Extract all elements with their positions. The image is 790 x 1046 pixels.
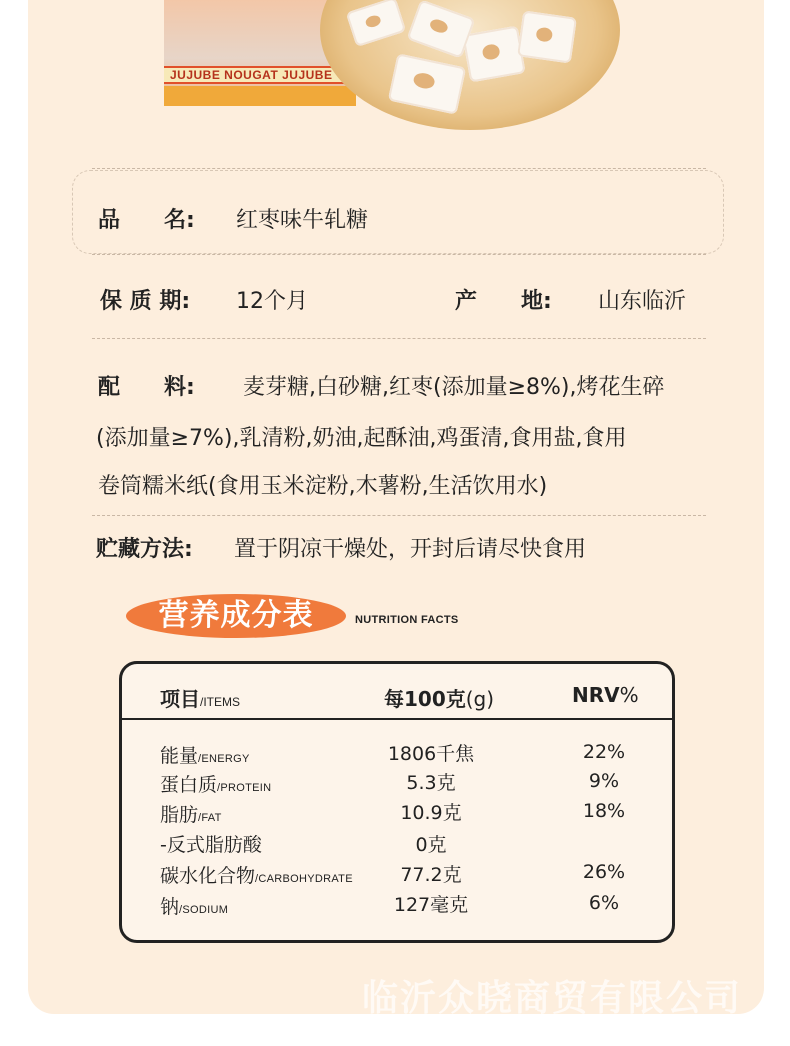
ingredients-label: 配 料:: [98, 375, 195, 400]
row-name-en: /CARBOHYDRATE: [255, 873, 353, 885]
row-value: 0克: [415, 834, 447, 856]
row-value: 5.3克: [406, 772, 456, 794]
row-value: 10.9克: [400, 802, 462, 824]
header-nrv-text: NRV: [572, 683, 620, 707]
row-name-en: /FAT: [198, 812, 222, 824]
table-row: [160, 892, 228, 919]
row-value: 77.2克: [400, 864, 462, 886]
header-item: [160, 683, 240, 712]
row-nrv: 6%: [588, 892, 620, 914]
shelf-life-value: 12个月: [236, 289, 308, 314]
row-name-en: /ENERGY: [198, 753, 250, 765]
divider: [92, 254, 706, 255]
table-row: [160, 861, 353, 888]
origin-value: 山东临沂: [598, 289, 687, 314]
row-nrv: 18%: [582, 800, 626, 822]
row-value: 1806千焦: [387, 743, 475, 765]
storage-label: 贮藏方法:: [96, 537, 193, 562]
header-nrv-unit: %: [619, 683, 639, 707]
row-name-en: /PROTEIN: [217, 782, 272, 794]
table-row: [160, 741, 250, 768]
header-per-unit: (g): [465, 687, 495, 711]
header-item-en: /ITEMS: [200, 695, 241, 709]
ingredients-line-3: 卷筒糯米纸(食用玉米淀粉,木薯粉,生活饮用水): [98, 474, 548, 499]
company-watermark: 临沂众晓商贸有限公司: [362, 978, 743, 1019]
row-name: -反式脂肪酸: [160, 834, 262, 856]
product-name-value: 红枣味牛轧糖: [236, 208, 369, 233]
nutrition-subtitle: NUTRITION FACTS: [355, 614, 459, 626]
table-row: [160, 800, 222, 827]
ingredients-line-1: 麦芽糖,白砂糖,红枣(添加量≥8%),烤花生碎: [243, 375, 665, 400]
nougat-piece: [517, 10, 577, 63]
storage-value: 置于阴凉干燥处，开封后请尽快食用: [234, 537, 587, 562]
row-name-en: /SODIUM: [179, 904, 229, 916]
table-row: [160, 830, 262, 857]
divider: [92, 515, 706, 516]
table-row: [160, 770, 271, 797]
nutrition-table-header-divider: [122, 718, 672, 720]
product-name-label: 品 名:: [98, 208, 195, 233]
candy-bag-bottom: [164, 86, 356, 106]
divider: [92, 168, 706, 169]
header-nrv: [572, 683, 639, 707]
origin-label: 产 地:: [455, 289, 552, 314]
header-per-100g: [384, 683, 494, 712]
header-item-text: 项目: [160, 687, 200, 711]
candy-bag-text: JUJUBE NOUGAT JUJUBE: [170, 68, 333, 82]
row-nrv: 22%: [582, 741, 626, 763]
row-name: 碳水化合物: [160, 865, 256, 887]
shelf-life-label: 保 质 期:: [100, 289, 191, 314]
row-nrv: 26%: [582, 861, 626, 883]
row-name: 钠: [160, 896, 180, 918]
row-name: 蛋白质: [160, 774, 218, 796]
product-photo: [160, 0, 630, 132]
divider: [92, 338, 706, 339]
row-value: 127毫克: [393, 894, 469, 916]
row-name: 能量: [160, 745, 199, 767]
nutrition-title: 营养成分表: [158, 598, 314, 633]
ingredients-line-2: (添加量≥7%),乳清粉,奶油,起酥油,鸡蛋清,食用盐,食用: [96, 426, 627, 451]
header-per-text: 每100克: [384, 687, 466, 711]
nougat-piece: [462, 26, 525, 83]
row-name: 脂肪: [160, 804, 199, 826]
row-nrv: 9%: [588, 770, 620, 792]
